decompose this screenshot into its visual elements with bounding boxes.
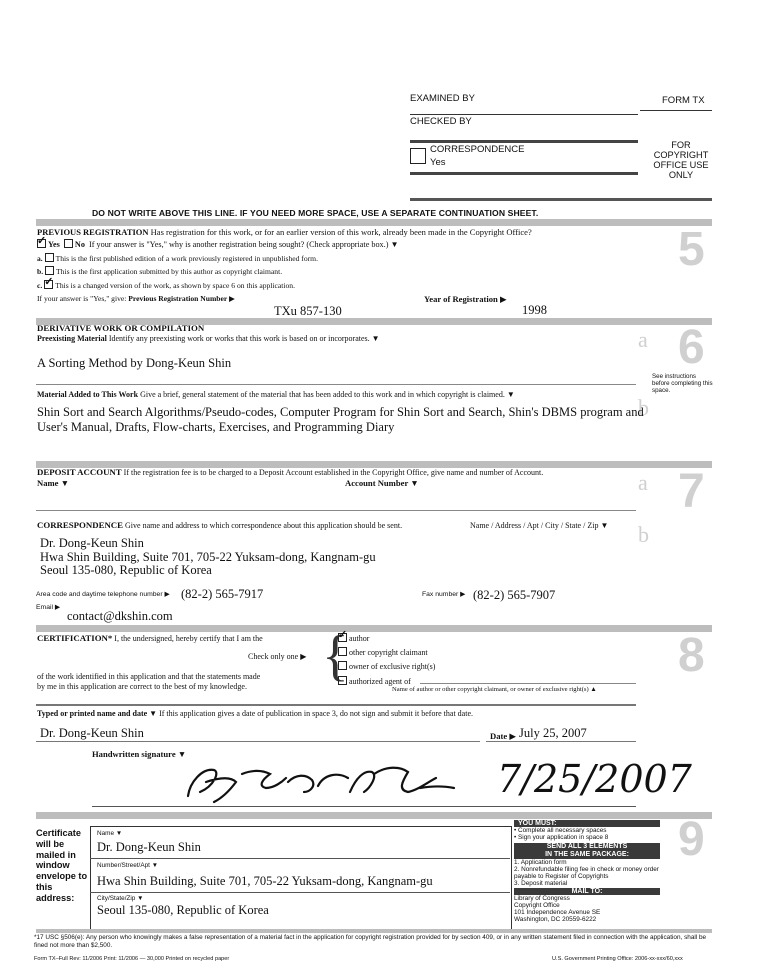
work-text-2: by me in this application are correct to the best of my knowledge. [37,682,247,691]
elem-2: 2. Nonrefundable filing fee in check or money order payable to Register of Copyrights [514,866,659,880]
corr-line-1[interactable]: Dr. Dong-Keun Shin [40,536,144,550]
prev-reg-number[interactable]: TXu 857-130 [274,304,342,318]
correspondence-hint: Give name and address to which correspondence about this application should be sent. [125,521,403,530]
corr-line-2[interactable]: Hwa Shin Building, Suite 701, 705-22 Yuksam-dong, Kangnam-gu [40,550,376,564]
previous-registration-heading: PREVIOUS REGISTRATION [37,227,149,237]
send-head-2: IN THE SAME PACKAGE: [545,851,629,858]
deposit-row [37,467,543,477]
prev-reg-label-row [37,294,235,303]
other-claimant-checkbox[interactable] [338,647,347,656]
yes-no-row [37,239,399,249]
see-instructions: See instructions before completing this space. [652,373,713,394]
typed-name-label: Typed or printed name and date ▼ [37,709,158,718]
section-5-heading-row [37,227,532,237]
no-label: No [74,240,85,249]
work-text-1: of the work identified in this application and that the statements made [37,672,261,681]
correspondence-checkbox[interactable] [410,148,426,164]
year-label: Year of Registration ▶ [424,294,507,304]
do-not-write-notice: DO NOT WRITE ABOVE THIS LINE. IF YOU NEED MORE SPACE, USE A SEPARATE CONTINUATION SHEET. [92,208,539,218]
material-label: Material Added to This Work [37,390,139,399]
signature-date: 7/25/2007 [497,757,692,801]
preexisting-label: Preexisting Material [37,334,107,343]
section-9-bottom-bar [36,929,712,933]
correspondence-yes: Yes [430,157,446,168]
section-6-number: 6 [678,321,705,374]
gpo-line: U.S. Government Printing Office: 2006-xx-xxx/60,xxx [552,956,683,962]
yes-label: Yes [48,240,60,249]
prev-reg-label: Previous Registration Number ▶ [128,294,235,303]
mail-title: Certificate will be mailed in window envelope to this address: [36,828,88,903]
option-b-text: This is the first application submitted by this author as copyright claimant. [56,267,283,276]
year-value[interactable]: 1998 [522,303,547,317]
send-head-1: SEND ALL 3 ELEMENTS [546,843,628,850]
form-id-rule [640,110,712,111]
send-elements-header [514,843,660,859]
instructions-panel [514,820,660,923]
fax-label: Fax number ▶ [422,591,466,598]
elem-1: 1. Application form [514,859,567,866]
typed-name-hint: If this application gives a date of publication in space 3, do not sign and submit it before that date. [159,709,473,718]
notice-bar [36,219,712,226]
date-label: Date ▶ [490,731,516,741]
option-b-checkbox[interactable] [45,266,54,275]
agent-caption: Name of author or other copyright claimant, or owner of exclusive right(s) ▲ [392,686,597,693]
preexisting-line [36,384,636,385]
checked-by-line [410,140,638,143]
material-row [37,390,515,399]
option-other-claimant[interactable] [338,646,435,660]
examined-by-label: EXAMINED BY [410,93,475,104]
option-a-row [37,253,318,263]
option-b-row [37,266,282,276]
corr-row [37,520,402,530]
email-label: Email ▶ [36,604,61,611]
author-checkbox[interactable] [338,633,347,642]
office-use-label: FOR COPYRIGHT OFFICE USE ONLY [653,140,709,180]
certification-text: I, the undersigned, hereby certify that I am the [114,634,263,643]
deposit-hint: If the registration fee is to be charged to a Deposit Account established in the Copyright Office, give name and number of Account. [123,468,544,477]
other-claimant-label: other copyright claimant [349,648,428,658]
you-must-header: YOU MUST: [514,820,660,827]
certification-bottom-line [36,704,636,706]
yes-checkbox[interactable] [37,239,46,248]
office-bottom-line [410,198,712,201]
previous-registration-question: Has registration for this work, or for an earlier version of this work, already been made in the Copyright Office? [150,227,532,237]
option-c-text: This is a changed version of the work, as shown by space 6 on this application. [55,281,295,290]
section-8-bottom-bar [36,812,712,819]
addr-4: Washington, DC 20559-6222 [514,916,597,923]
agent-line [420,683,636,684]
mail-street-line [90,892,510,893]
mail-street-label: Number/Street/Apt ▼ [97,862,159,869]
option-author[interactable] [338,632,435,646]
option-owner[interactable] [338,660,435,674]
preexisting-value[interactable]: A Sorting Method by Dong-Keun Shin [37,356,232,370]
section-5-number: 5 [678,223,705,276]
owner-checkbox[interactable] [338,661,347,670]
author-label: author [349,634,370,643]
section-7a-letter: a [638,470,648,495]
preexisting-hint: Identify any preexisting work or works that this work is based on or incorporates. ▼ [108,334,380,343]
agent-checkbox[interactable] [338,676,347,685]
material-hint: Give a brief, general statement of the material that has been added to this work and in which copyright is claimed. ▼ [140,390,515,399]
option-a-letter: a. [37,254,43,263]
email-value[interactable]: contact@dkshin.com [67,609,173,623]
date-line [486,741,636,742]
must-1: • Complete all necessary spaces [514,827,607,834]
signature-line [92,806,636,807]
derivative-heading: DERIVATIVE WORK OR COMPILATION [37,323,205,333]
fax-value[interactable]: (82-2) 565-7907 [473,588,556,602]
mail-street[interactable]: Hwa Shin Building, Suite 701, 705-22 Yuksam-dong, Kangnam-gu [97,874,433,888]
deposit-line [36,510,636,511]
deposit-heading: DEPOSIT ACCOUNT [37,467,122,477]
certification-brace: { [322,625,349,687]
certification-row [37,633,263,643]
option-a-text: This is the first published edition of a work previously registered in unpublished form. [55,254,318,263]
handwritten-signature [102,752,692,804]
section-6a-letter: a [638,327,648,352]
preexisting-row [37,334,380,343]
phone-label: Area code and daytime telephone number ▶ [36,591,170,598]
material-line-2[interactable]: User's Manual, Drafts, Flow-charts, Exercises, and Programming Diary [37,420,395,434]
mail-name[interactable]: Dr. Dong-Keun Shin [97,840,201,854]
correspondence-heading: CORRESPONDENCE [37,520,124,530]
mail-name-label: Name ▼ [97,830,123,837]
phone-value[interactable]: (82-2) 565-7917 [181,587,264,601]
examined-by-line [410,114,638,115]
addr-3: 101 Independence Avenue SE [514,909,601,916]
addr-2: Copyright Office [514,902,560,909]
section-8-number: 8 [678,629,705,682]
mail-city[interactable]: Seoul 135-080, Republic of Korea [97,903,269,917]
check-only-one: Check only one ▶ [248,652,307,661]
mail-city-label: City/State/Zip ▼ [97,895,144,902]
elem-3: 3. Deposit material [514,880,568,887]
deposit-name-label: Name ▼ [37,478,70,488]
date-value[interactable]: July 25, 2007 [519,726,587,740]
option-a-checkbox[interactable] [45,253,54,262]
section-7b-letter: b [638,522,649,547]
typed-name-row [37,709,473,718]
prev-reg-prefix: If your answer is "Yes," give: [37,294,129,303]
option-c-row [37,280,295,290]
mail-to-header: MAIL TO: [514,888,660,895]
checked-by-label: CHECKED BY [410,116,472,127]
usc-note: *17 USC §506(e): Any person who knowingly makes a false representation of a material fact in the application for copyright registration provided for by section 409, or in any written statement filed in connection with the application, shall be fined not more than $2,500. [34,934,707,949]
owner-label: owner of exclusive right(s) [349,662,436,672]
corr-line-3[interactable]: Seoul 135-080, Republic of Korea [40,563,212,577]
typed-name-value[interactable]: Dr. Dong-Keun Shin [40,726,144,740]
correspondence-label: CORRESPONDENCE [430,144,525,155]
section-6b-letter: b [638,395,649,420]
must-2: • Sign your application in space 8 [514,834,609,841]
mail-name-line [90,858,510,859]
signature-area[interactable] [102,752,692,804]
addr-1: Library of Congress [514,895,570,902]
no-checkbox[interactable] [64,239,73,248]
section-7-number: 7 [678,465,705,518]
option-c-checkbox[interactable] [44,280,53,289]
typed-name-line [36,741,480,742]
correspondence-fields: Name / Address / Apt / City / State / Zip ▼ [470,521,609,530]
option-c-letter: c. [37,281,43,290]
certification-options [338,632,435,689]
option-b-letter: b. [37,267,44,276]
section-7-bottom-bar [36,625,712,632]
account-number-label: Account Number ▼ [345,478,419,488]
material-line-1[interactable]: Shin Sort and Search Algorithms/Pseudo-codes, Computer Program for Shin Sort and Search, Shin's DBMS program and [37,405,644,419]
form-line: Form TX–Full Rev: 11/2006 Print: 11/2006 — 30,000 Printed on recycled paper [34,956,230,962]
why-text: If your answer is "Yes," why is another registration being sought? (Check appropriate box.) ▼ [89,240,399,249]
agent-label: authorized agent of [349,676,411,686]
signature-label: Handwritten signature ▼ [92,749,187,759]
form-id: FORM TX [662,95,705,106]
section-9-number: 9 [678,813,705,866]
certification-heading: CERTIFICATION* [37,633,113,643]
correspondence-line [410,172,638,175]
